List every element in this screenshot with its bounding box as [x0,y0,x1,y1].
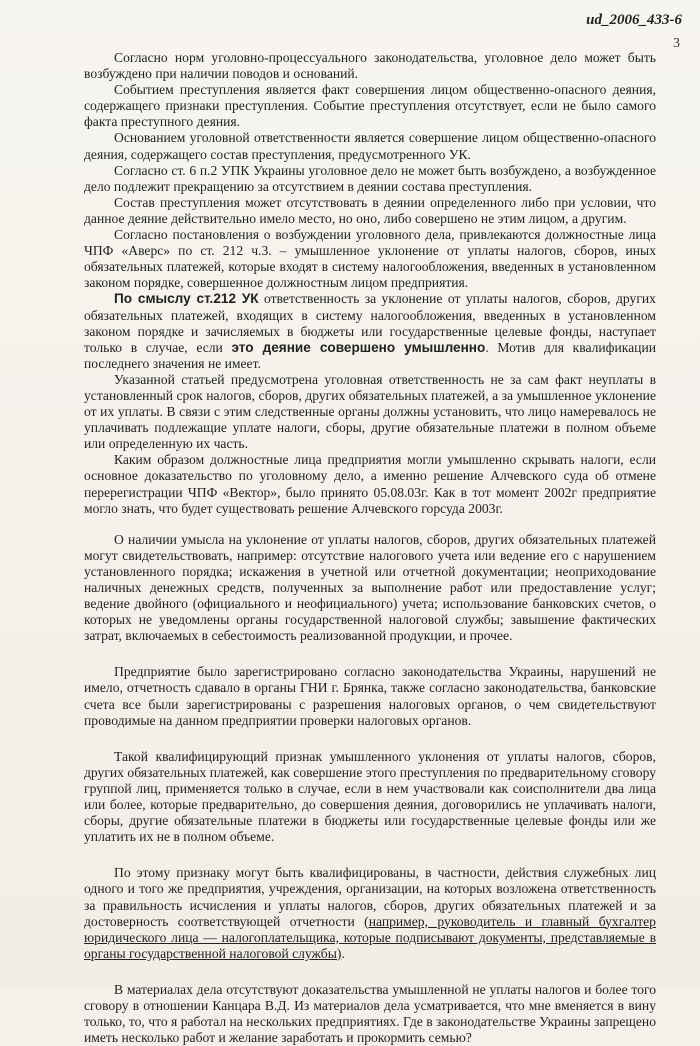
paragraph-6: Согласно постановления о возбуждении уголовного дела, привлекаются должностные лица ЧПФ «Аверс» по ст. 212 ч.3. – умышленное уклонение от уплаты налогов, сборов, иных обязательных платежей, которые входят в систему налогообложения, введенных в установленном законом порядке, совершенное должностным лицом предприятия. [84,227,656,291]
document-body [84,50,656,1046]
paragraph-9: Каким образом должностные лица предприятия могли умышленно скрывать налоги, если основное доказательство по уголовному дело, а именно решение Алчевского суда об отмене перерегистрации ЧПФ «Вектор», было принято 05.08.03г. Как в тот момент 2002г предприятие могло знать, что будет существовать решение Алчевского горсуда 2003г. [84,452,656,516]
paragraph-13: По этому признаку могут быть квалифицированы, в частности, действия служебных лиц одного и того же предприятия, учреждения, организации, на которых возложена ответственность за правильность исчисления и уплаты налогов, сборов, других обязательных платежей и за достоверность соответствующей отчетности (например, руководитель и главный бухгалтер юридического лица — налогоплательщика, которые подписывают документы, представляемые в органы государственной налоговой службы). [84,865,656,961]
paragraph-8: Указанной статьей предусмотрена уголовная ответственность не за сам факт неуплаты в установленный срок налогов, сборов, других обязательных платежей, а за умышленное уклонение от их уплаты. В связи с этим следственные органы должны установить, что лицо намеревалось не уплачивать подлежащие уплате налоги, сборы, другие обязательные платежи в полном объеме или определенную их часть. [84,371,656,452]
paragraph-7-bold-emphasis: это деяние совершено умышленно [231,339,486,355]
paragraph-5: Состав преступления может отсутствовать в деянии определенного либо при условии, что данное деяние действительно имело место, но оно, либо совершено не этим лицом, а другим. [84,194,656,226]
paragraph-7-bold-lead: По смыслу ст.212 УК [114,291,259,307]
paragraph-14: В материалах дела отсутствуют доказательства умышленной не уплаты налогов и более того сговору в отношении Канцара В.Д. Из материалов дела усматривается, что мне вменяется в вину только, то, что я работал на нескольких предприятиях. Где в законодательстве Украины запрещено иметь несколько работ и желание заработать и прокормить семью? [84,981,656,1046]
document-id: ud_2006_433-6 [586,12,682,28]
paragraph-1: Согласно норм уголовно-процессуального законодательства, уголовное дело может быть возбуждено при наличии поводов и оснований. [84,50,656,82]
paragraph-12: Такой квалифицирующий признак умышленного уклонения от уплаты налогов, сборов, других обязательных платежей, как совершение этого преступления по предварительному сговору группой лиц, применяется только в случае, если в нем участвовали как соисполнители два лица или более, которые предварительно, до совершения деяния, договорились не уплачивать налоги, сборы, другие обязательные платежи в бюджеты или государственные целевые фонды или же уплатить их не в полном объеме. [84,748,656,845]
underlined-example: (например, руководитель и главный бухгалтер юридического лица — налогоплательщика, которые подписывают документы, представляемые в органы государственной налоговой службы) [84,913,656,961]
paragraph-2: Событием преступления является факт совершения лицом общественно-опасного деяния, содержащего признаки преступления. Событие преступления отсутствует, если не было самого факта преступного деяния. [84,82,656,130]
page-number: 3 [673,36,680,51]
paragraph-3: Основанием уголовной ответственности является совершение лицом общественно-опасного деяния, содержащего состав преступления, предусмотренного УК. [84,130,656,162]
paragraph-10: О наличии умысла на уклонение от уплаты налогов, сборов, других обязательных платежей могут свидетельствовать, например: отсутствие налогового учета или ведение его с нарушением установленного порядка; искажения в учетной или отчетной документации; неоприходование наличных денежных средств, полученных за выполнение работ или предоставление услуг; ведение двойного (официального и неофициального) учета; использование банковских счетов, о которых не уведомлены органы государственной налоговой службы; завышение фактических затрат, включаемых в себестоимость реализованной продукции, и прочее. [84,531,656,644]
paragraph-11: Предприятие было зарегистрировано согласно законодательства Украины, нарушений не имело, отчетность сдавало в органы ГНИ г. Брянка, также согласно законодательства, банковские счета все были зарегистрированы с разрешения налоговых органов, о чем свидетельствуют проводимые на данном предприятии проверки налоговых органов. [84,664,656,728]
paragraph-7: По смыслу ст.212 УК ответственность за уклонение от уплаты налогов, сборов, других обязательных платежей, входящих в систему налогообложения, введенных в установленном законом порядке и зачисляемых в бюджеты или государственные целевые фонды, наступает только в случае, если это деяние совершено умышленно. Мотив для квалификации последнего значения не имеет. [84,291,656,371]
paragraph-4: Согласно ст. 6 п.2 УПК Украины уголовное дело не может быть возбуждено, а возбужденное дело подлежит прекращению за отсутствием в деянии состава преступления. [84,162,656,194]
